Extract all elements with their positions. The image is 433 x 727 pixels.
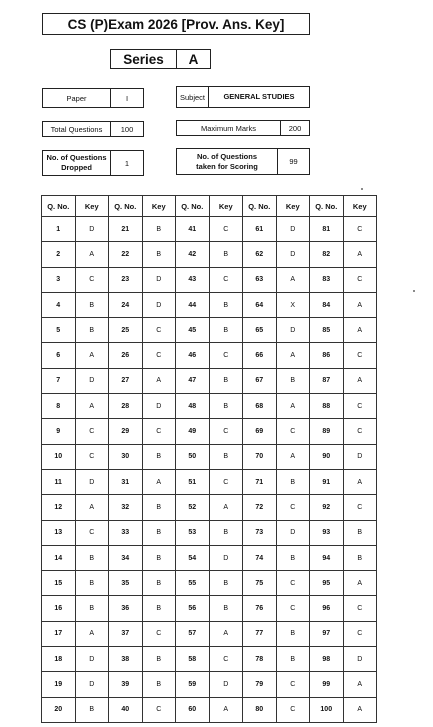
answer-key-cell: D <box>209 545 243 570</box>
answer-key-cell: C <box>276 596 310 621</box>
dropped-label <box>42 150 111 176</box>
answer-key-cell: A <box>75 242 109 267</box>
answer-key-cell: C <box>75 267 109 292</box>
question-number-cell: 69 <box>243 419 277 444</box>
answer-key-cell: B <box>142 444 176 469</box>
answer-key-cell: B <box>209 242 243 267</box>
question-number-cell: 55 <box>176 571 210 596</box>
question-number-cell: 73 <box>243 520 277 545</box>
question-number-cell: 41 <box>176 217 210 242</box>
header-key: Key <box>343 196 377 217</box>
table-row <box>42 267 377 292</box>
question-number-cell: 80 <box>243 697 277 722</box>
answer-key-cell: X <box>276 292 310 317</box>
table-row <box>42 419 377 444</box>
question-number-cell: 57 <box>176 621 210 646</box>
header-q-no: Q. No. <box>243 196 277 217</box>
answer-key-cell: B <box>75 545 109 570</box>
scoring-label <box>176 148 278 175</box>
answer-key-cell: A <box>75 394 109 419</box>
answer-key-cell: A <box>343 469 377 494</box>
question-number-cell: 52 <box>176 495 210 520</box>
question-number-cell: 92 <box>310 495 344 520</box>
answer-key-cell: B <box>142 596 176 621</box>
table-row <box>42 444 377 469</box>
answer-key-cell: A <box>276 394 310 419</box>
question-number-cell: 13 <box>42 520 76 545</box>
answer-key-cell: D <box>276 520 310 545</box>
question-number-cell: 59 <box>176 672 210 697</box>
answer-key-cell: B <box>142 545 176 570</box>
question-number-cell: 61 <box>243 217 277 242</box>
answer-key-cell: C <box>75 444 109 469</box>
question-number-cell: 87 <box>310 368 344 393</box>
question-number-cell: 56 <box>176 596 210 621</box>
table-row <box>42 571 377 596</box>
answer-key-cell: D <box>75 469 109 494</box>
question-number-cell: 7 <box>42 368 76 393</box>
answer-key-cell: D <box>343 444 377 469</box>
question-number-cell: 20 <box>42 697 76 722</box>
question-number-cell: 38 <box>109 647 143 672</box>
answer-key-cell: A <box>142 469 176 494</box>
series-label: Series <box>110 49 177 69</box>
question-number-cell: 67 <box>243 368 277 393</box>
question-number-cell: 45 <box>176 318 210 343</box>
answer-key-cell: C <box>209 647 243 672</box>
question-number-cell: 40 <box>109 697 143 722</box>
question-number-cell: 9 <box>42 419 76 444</box>
max-marks-label: Maximum Marks <box>176 120 281 136</box>
subject-label: Subject <box>176 86 209 108</box>
answer-key-cell: B <box>343 520 377 545</box>
question-number-cell: 6 <box>42 343 76 368</box>
question-number-cell: 24 <box>109 292 143 317</box>
answer-key-cell: A <box>343 571 377 596</box>
answer-key-cell: A <box>75 495 109 520</box>
question-number-cell: 35 <box>109 571 143 596</box>
series-value: A <box>177 49 211 69</box>
scoring-label-line2: taken for Scoring <box>196 161 258 171</box>
answer-key-table <box>41 195 377 723</box>
question-number-cell: 53 <box>176 520 210 545</box>
answer-key-cell: A <box>343 672 377 697</box>
answer-key-cell: B <box>142 571 176 596</box>
question-number-cell: 77 <box>243 621 277 646</box>
answer-key-cell: C <box>276 571 310 596</box>
answer-key-cell: B <box>343 545 377 570</box>
answer-key-cell: A <box>209 621 243 646</box>
answer-key-cell: B <box>75 596 109 621</box>
answer-key-cell: D <box>75 217 109 242</box>
answer-key-cell: D <box>142 394 176 419</box>
question-number-cell: 96 <box>310 596 344 621</box>
question-number-cell: 79 <box>243 672 277 697</box>
document-title: CS (P)Exam 2026 [Prov. Ans. Key] <box>42 13 310 35</box>
question-number-cell: 51 <box>176 469 210 494</box>
table-row <box>42 318 377 343</box>
answer-key-cell: D <box>276 318 310 343</box>
answer-key-cell: C <box>142 343 176 368</box>
question-number-cell: 17 <box>42 621 76 646</box>
question-number-cell: 23 <box>109 267 143 292</box>
answer-key-cell: C <box>343 621 377 646</box>
table-row <box>42 495 377 520</box>
question-number-cell: 82 <box>310 242 344 267</box>
answer-key-cell: B <box>142 520 176 545</box>
question-number-cell: 65 <box>243 318 277 343</box>
table-row <box>42 596 377 621</box>
header-key: Key <box>209 196 243 217</box>
question-number-cell: 89 <box>310 419 344 444</box>
paper-label: Paper <box>42 88 111 108</box>
question-number-cell: 58 <box>176 647 210 672</box>
answer-key-cell: C <box>209 343 243 368</box>
answer-key-cell: A <box>343 292 377 317</box>
question-number-cell: 21 <box>109 217 143 242</box>
question-number-cell: 29 <box>109 419 143 444</box>
question-number-cell: 50 <box>176 444 210 469</box>
answer-key-cell: B <box>142 242 176 267</box>
question-number-cell: 10 <box>42 444 76 469</box>
answer-key-cell: B <box>209 571 243 596</box>
answer-key-cell: A <box>142 368 176 393</box>
answer-key-cell: C <box>75 419 109 444</box>
header-q-no: Q. No. <box>42 196 76 217</box>
question-number-cell: 46 <box>176 343 210 368</box>
answer-key-cell: D <box>75 368 109 393</box>
question-number-cell: 18 <box>42 647 76 672</box>
answer-key-cell: B <box>75 318 109 343</box>
question-number-cell: 88 <box>310 394 344 419</box>
total-questions-label: Total Questions <box>42 121 111 137</box>
question-number-cell: 32 <box>109 495 143 520</box>
question-number-cell: 27 <box>109 368 143 393</box>
answer-key-cell: A <box>343 242 377 267</box>
table-header-row <box>42 196 377 217</box>
total-questions-value: 100 <box>110 121 144 137</box>
answer-key-cell: B <box>276 368 310 393</box>
table-row <box>42 217 377 242</box>
max-marks-value: 200 <box>280 120 310 136</box>
question-number-cell: 72 <box>243 495 277 520</box>
question-number-cell: 15 <box>42 571 76 596</box>
table-row <box>42 697 377 722</box>
question-number-cell: 25 <box>109 318 143 343</box>
question-number-cell: 12 <box>42 495 76 520</box>
scoring-label-line1: No. of Questions <box>197 151 257 161</box>
question-number-cell: 81 <box>310 217 344 242</box>
question-number-cell: 28 <box>109 394 143 419</box>
question-number-cell: 31 <box>109 469 143 494</box>
answer-key-cell: C <box>276 672 310 697</box>
question-number-cell: 84 <box>310 292 344 317</box>
question-number-cell: 60 <box>176 697 210 722</box>
question-number-cell: 97 <box>310 621 344 646</box>
question-number-cell: 1 <box>42 217 76 242</box>
answer-key-cell: A <box>343 697 377 722</box>
answer-key-cell: C <box>142 697 176 722</box>
answer-key-cell: C <box>343 419 377 444</box>
question-number-cell: 75 <box>243 571 277 596</box>
table-row <box>42 469 377 494</box>
question-number-cell: 26 <box>109 343 143 368</box>
header-q-no: Q. No. <box>310 196 344 217</box>
question-number-cell: 85 <box>310 318 344 343</box>
table-row <box>42 621 377 646</box>
answer-key-cell: C <box>276 495 310 520</box>
answer-key-cell: B <box>75 292 109 317</box>
question-number-cell: 44 <box>176 292 210 317</box>
question-number-cell: 66 <box>243 343 277 368</box>
answer-key-cell: D <box>209 672 243 697</box>
answer-key-cell: D <box>75 672 109 697</box>
header-q-no: Q. No. <box>109 196 143 217</box>
table-row <box>42 343 377 368</box>
answer-key-cell: C <box>209 469 243 494</box>
answer-key-cell: A <box>75 621 109 646</box>
answer-key-cell: B <box>209 444 243 469</box>
question-number-cell: 95 <box>310 571 344 596</box>
answer-key-cell: A <box>276 343 310 368</box>
answer-key-cell: C <box>209 267 243 292</box>
question-number-cell: 5 <box>42 318 76 343</box>
answer-key-cell: C <box>343 596 377 621</box>
answer-key-cell: C <box>209 217 243 242</box>
answer-key-cell: C <box>276 697 310 722</box>
question-number-cell: 19 <box>42 672 76 697</box>
header-key: Key <box>142 196 176 217</box>
header-q-no: Q. No. <box>176 196 210 217</box>
question-number-cell: 86 <box>310 343 344 368</box>
question-number-cell: 100 <box>310 697 344 722</box>
header-key: Key <box>276 196 310 217</box>
speck <box>413 290 415 292</box>
question-number-cell: 99 <box>310 672 344 697</box>
answer-key-cell: B <box>209 520 243 545</box>
answer-key-cell: A <box>343 318 377 343</box>
answer-key-cell: B <box>276 545 310 570</box>
question-number-cell: 91 <box>310 469 344 494</box>
question-number-cell: 83 <box>310 267 344 292</box>
table-row <box>42 520 377 545</box>
answer-key-cell: D <box>142 267 176 292</box>
question-number-cell: 62 <box>243 242 277 267</box>
dropped-value: 1 <box>110 150 144 176</box>
table-body <box>42 217 377 723</box>
table-row <box>42 394 377 419</box>
table-row <box>42 545 377 570</box>
question-number-cell: 8 <box>42 394 76 419</box>
table-row <box>42 368 377 393</box>
answer-key-cell: C <box>343 217 377 242</box>
question-number-cell: 37 <box>109 621 143 646</box>
question-number-cell: 2 <box>42 242 76 267</box>
question-number-cell: 98 <box>310 647 344 672</box>
paper-value: I <box>110 88 144 108</box>
question-number-cell: 39 <box>109 672 143 697</box>
speck <box>361 188 363 190</box>
question-number-cell: 94 <box>310 545 344 570</box>
answer-key-cell: A <box>209 495 243 520</box>
question-number-cell: 64 <box>243 292 277 317</box>
answer-key-cell: B <box>142 672 176 697</box>
answer-key-cell: A <box>276 444 310 469</box>
question-number-cell: 68 <box>243 394 277 419</box>
answer-key-cell: D <box>142 292 176 317</box>
answer-key-cell: C <box>142 621 176 646</box>
answer-key-cell: C <box>343 267 377 292</box>
answer-key-cell: C <box>343 343 377 368</box>
answer-key-cell: C <box>75 520 109 545</box>
answer-key-cell: B <box>75 697 109 722</box>
question-number-cell: 3 <box>42 267 76 292</box>
answer-key-cell: C <box>343 394 377 419</box>
question-number-cell: 11 <box>42 469 76 494</box>
question-number-cell: 22 <box>109 242 143 267</box>
question-number-cell: 48 <box>176 394 210 419</box>
question-number-cell: 30 <box>109 444 143 469</box>
answer-key-cell: C <box>142 318 176 343</box>
answer-key-cell: B <box>209 596 243 621</box>
table-row <box>42 292 377 317</box>
answer-key-cell: B <box>276 621 310 646</box>
table-row <box>42 647 377 672</box>
question-number-cell: 4 <box>42 292 76 317</box>
answer-key-cell: A <box>343 368 377 393</box>
answer-key-cell: B <box>209 318 243 343</box>
answer-key-cell: B <box>276 647 310 672</box>
question-number-cell: 47 <box>176 368 210 393</box>
answer-key-cell: B <box>276 469 310 494</box>
question-number-cell: 16 <box>42 596 76 621</box>
scoring-value: 99 <box>277 148 310 175</box>
answer-key-cell: D <box>276 242 310 267</box>
answer-key-cell: B <box>142 217 176 242</box>
answer-key-cell: B <box>75 571 109 596</box>
answer-key-cell: C <box>276 419 310 444</box>
question-number-cell: 36 <box>109 596 143 621</box>
answer-key-cell: D <box>343 647 377 672</box>
question-number-cell: 34 <box>109 545 143 570</box>
question-number-cell: 54 <box>176 545 210 570</box>
answer-key-cell: B <box>209 368 243 393</box>
answer-key-cell: B <box>209 292 243 317</box>
answer-key-cell: B <box>142 647 176 672</box>
question-number-cell: 71 <box>243 469 277 494</box>
answer-key-cell: C <box>209 419 243 444</box>
question-number-cell: 43 <box>176 267 210 292</box>
question-number-cell: 49 <box>176 419 210 444</box>
question-number-cell: 78 <box>243 647 277 672</box>
question-number-cell: 33 <box>109 520 143 545</box>
question-number-cell: 93 <box>310 520 344 545</box>
question-number-cell: 42 <box>176 242 210 267</box>
answer-key-cell: D <box>75 647 109 672</box>
question-number-cell: 70 <box>243 444 277 469</box>
dropped-label-line1: No. of Questions <box>46 153 107 162</box>
answer-key-cell: D <box>276 217 310 242</box>
answer-key-cell: C <box>343 495 377 520</box>
question-number-cell: 76 <box>243 596 277 621</box>
question-number-cell: 14 <box>42 545 76 570</box>
answer-key-cell: A <box>276 267 310 292</box>
answer-key-cell: B <box>209 394 243 419</box>
table-row <box>42 242 377 267</box>
table-row <box>42 672 377 697</box>
question-number-cell: 63 <box>243 267 277 292</box>
answer-key-cell: A <box>209 697 243 722</box>
answer-key-cell: B <box>142 495 176 520</box>
answer-key-cell: A <box>75 343 109 368</box>
subject-value: GENERAL STUDIES <box>208 86 310 108</box>
answer-key-cell: C <box>142 419 176 444</box>
question-number-cell: 74 <box>243 545 277 570</box>
dropped-label-line2: Dropped <box>61 163 92 172</box>
question-number-cell: 90 <box>310 444 344 469</box>
header-key: Key <box>75 196 109 217</box>
